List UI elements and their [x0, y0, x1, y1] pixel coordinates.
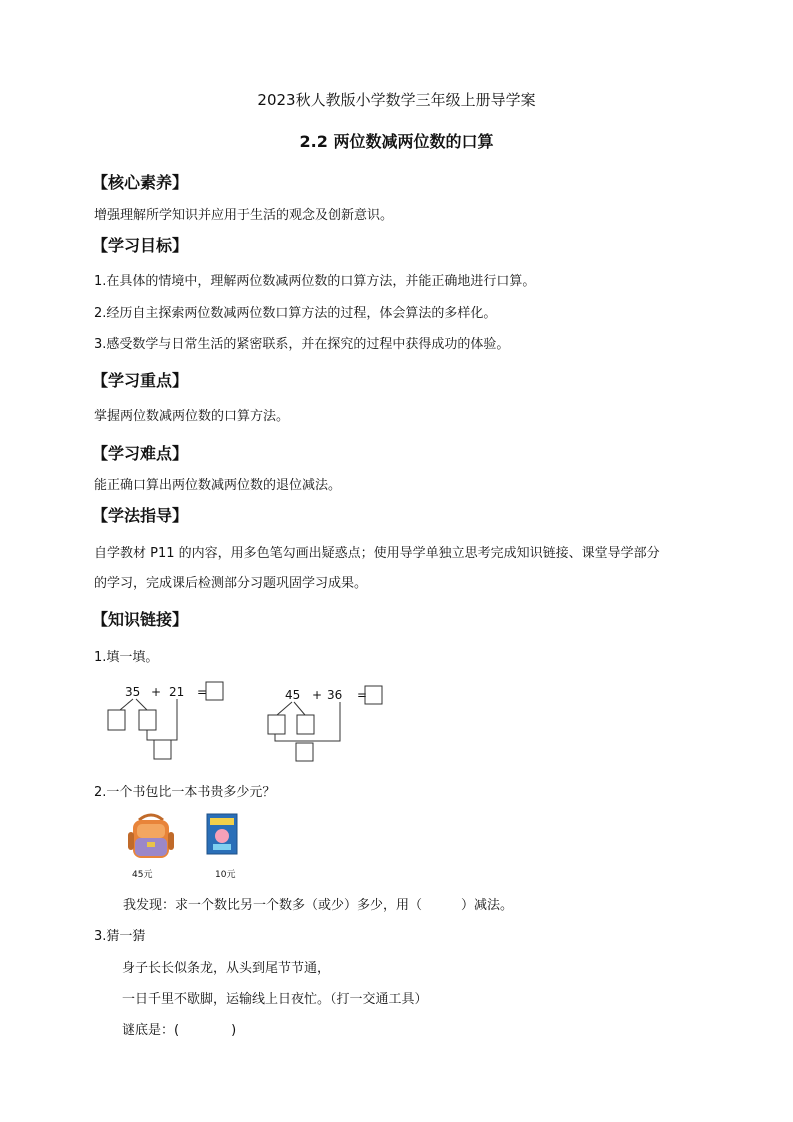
eq2-ones-box[interactable]	[297, 715, 314, 734]
goal-item: 3.感受数学与日常生活的紧密联系，并在探究的过程中获得成功的体验。	[94, 337, 510, 352]
eq1-b: 21	[169, 685, 185, 699]
eq2-a: 45	[285, 688, 301, 702]
core-heading: 【核心素养】	[92, 173, 189, 192]
goals-heading: 【学习目标】	[92, 236, 189, 255]
method-line: 的学习，完成课后检测部分习题巩固学习成果。	[94, 576, 368, 591]
link-heading: 【知识链接】	[92, 610, 189, 629]
bag-price: 45元	[132, 870, 153, 880]
riddle-line: 一日千里不歇脚，运输线上日夜忙。（打一交通工具）	[122, 992, 428, 1007]
book-price: 10元	[215, 870, 236, 880]
q2-label: 2.一个书包比一本书贵多少元？	[94, 785, 276, 800]
difficulty-heading: 【学习难点】	[92, 444, 189, 463]
method-heading: 【学法指导】	[92, 506, 189, 525]
goal-item: 2.经历自主探索两位数减两位数口算方法的过程，体会算法的多样化。	[94, 306, 497, 321]
key-text: 掌握两位数减两位数的口算方法。	[94, 409, 290, 424]
riddle-line: 身子长长似条龙，从头到尾节节通，	[122, 961, 331, 976]
q2-finding: 我发现：求一个数比另一个数多（或少）多少，用（ ）减法。	[123, 898, 514, 913]
eq1-eq: =	[197, 685, 208, 699]
eq2-decomposition-diagram	[260, 682, 390, 764]
difficulty-text: 能正确口算出两位数减两位数的退位减法。	[94, 478, 342, 493]
goal-item: 1.在具体的情境中，理解两位数减两位数的口算方法，并能正确地进行口算。	[94, 274, 536, 289]
eq2-answer-box[interactable]	[365, 686, 382, 704]
riddle-answer: 谜底是：( )	[122, 1023, 237, 1038]
eq1-answer-box[interactable]	[206, 682, 223, 700]
eq2-b: 36	[327, 688, 343, 702]
book-image	[203, 812, 243, 858]
eq1-a: 35	[125, 685, 141, 699]
eq1-op: +	[151, 685, 162, 699]
eq1-sum-box[interactable]	[154, 740, 171, 759]
eq1-decomposition-diagram	[100, 678, 230, 763]
document-title: 2023秋人教版小学数学三年级上册导学案	[257, 91, 536, 109]
eq2-eq: =	[357, 688, 368, 702]
backpack-image	[125, 812, 177, 862]
key-heading: 【学习重点】	[92, 371, 189, 390]
eq1-tens-box[interactable]	[108, 710, 125, 730]
core-text: 增强理解所学知识并应用于生活的观念及创新意识。	[94, 208, 394, 223]
q3-label: 3.猜一猜	[94, 929, 146, 944]
eq2-sum-box[interactable]	[296, 743, 313, 761]
eq2-op: +	[312, 688, 323, 702]
q1-label: 1.填一填。	[94, 650, 159, 665]
method-line: 自学教材 P11 的内容，用多色笔勾画出疑惑点；使用导学单独立思考完成知识链接、课堂导学部分	[94, 546, 660, 561]
lesson-subtitle: 2.2 两位数减两位数的口算	[299, 132, 494, 151]
eq1-ones-box[interactable]	[139, 710, 156, 730]
eq2-tens-box[interactable]	[268, 715, 285, 734]
